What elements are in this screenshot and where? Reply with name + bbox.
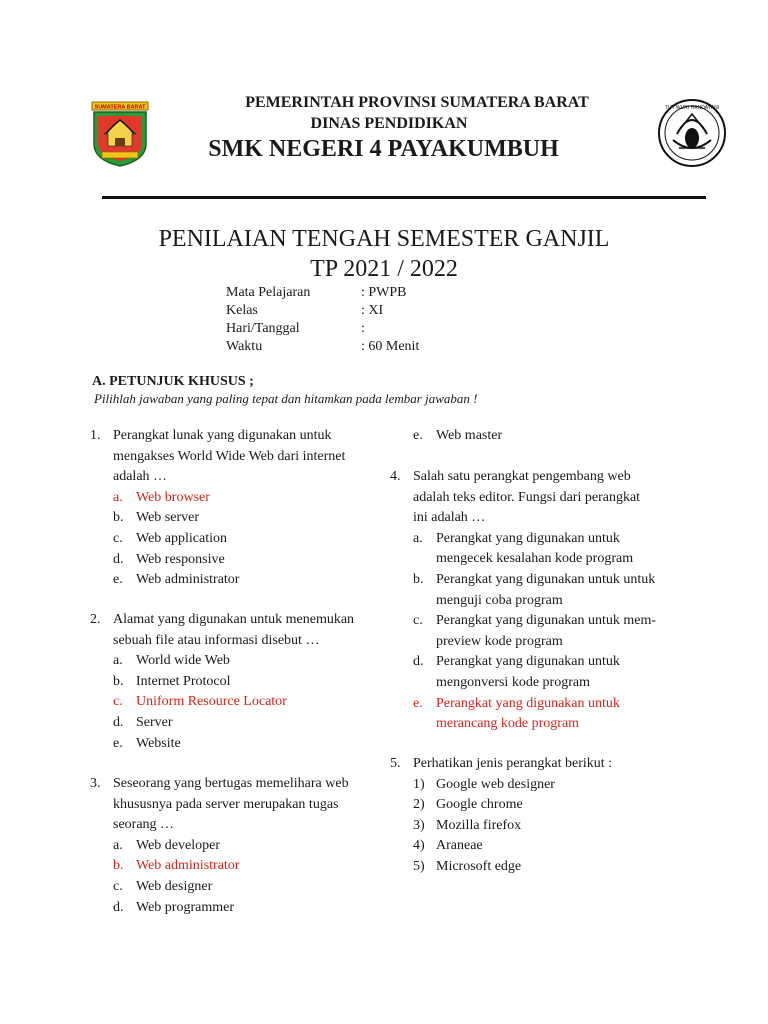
option-a[interactable]: a. Web developer [113,837,220,853]
list-item: 2) Google chrome [413,797,523,813]
question-number: 3. [90,776,101,791]
department-line: DINAS PENDIDIKAN [310,115,468,132]
info-value-date: : [361,321,365,336]
option-d[interactable]: d. Perangkat yang digunakan untuk mengonversi kode program [413,654,620,690]
question-text-line: adalah … [113,469,168,485]
option-c[interactable]: c. Uniform Resource Locator [113,694,287,710]
list-item: 4) Araneae [413,838,483,854]
section-instruction: Pilihlah jawaban yang paling tepat dan hitamkan pada lembar jawaban ! [94,391,478,406]
info-label-time: Waktu [226,339,263,354]
question-5 [390,754,710,878]
info-value-subject: : PWPB [361,285,407,300]
option-d[interactable]: d. Web responsive [113,551,225,567]
option-a[interactable]: a. Perangkat yang digunakan untuk mengecek kesalahan kode program [413,530,634,567]
question-3 [90,774,390,918]
list-item: 5) Microsoft edge [413,858,522,874]
question-text-line: mengakses World Wide Web dari internet [113,448,346,464]
option-e[interactable]: e. Website [113,735,181,751]
option-b[interactable]: b. Web administrator [113,858,240,874]
question-3-continued [413,426,713,447]
option-e[interactable]: e. Web administrator [113,572,240,588]
option-b[interactable]: b. Perangkat yang digunakan untuk untuk menguji coba program [413,571,656,608]
question-text-line: ini adalah … [413,510,486,526]
exam-year: TP 2021 / 2022 [310,256,458,282]
question-text-line: Alamat yang digunakan untuk menemukan [113,612,355,627]
section-heading: A. PETUNJUK KHUSUS ; [92,374,254,389]
question-1 [90,426,390,591]
info-value-time: : 60 Menit [361,339,420,354]
question-text-line: adalah teks editor. Fungsi dari perangkat [413,489,641,505]
option-c[interactable]: c. Web application [113,530,228,546]
question-text-line: sebuah file atau informasi disebut … [113,632,320,648]
option-c[interactable]: c. Perangkat yang digunakan untuk mem- preview kode program [413,613,657,649]
option-d[interactable]: d. Web programmer [113,899,234,915]
svg-text:SUMATERA BARAT: SUMATERA BARAT [94,104,146,111]
school-name: SMK NEGERI 4 PAYAKUMBUH [208,136,559,162]
option-d[interactable]: d. Server [113,714,173,730]
question-text-line: Salah satu perangkat pengembang web [413,469,631,484]
option-b[interactable]: b. Web server [113,510,200,526]
option-b[interactable]: b. Internet Protocol [113,673,231,689]
info-label-class: Kelas [226,303,258,318]
question-text-line: Perangkat lunak yang digunakan untuk [113,428,332,443]
question-2 [90,610,390,754]
info-label-subject: Mata Pelajaran [226,285,311,300]
svg-text:TUT WURI HANDAYANI: TUT WURI HANDAYANI [664,105,720,111]
question-text-line: seorang … [113,817,175,833]
list-item: 3) Mozilla firefox [413,817,522,833]
question-number: 4. [390,469,401,484]
question-text-line: khususnya pada server merupakan tugas [113,796,339,812]
government-line: PEMERINTAH PROVINSI SUMATERA BARAT [245,94,589,111]
header-divider [102,196,706,199]
question-number: 1. [90,428,101,443]
option-c[interactable]: c. Web designer [113,878,213,894]
info-label-date: Hari/Tanggal [226,321,300,336]
option-e[interactable]: e. Web master [413,428,503,443]
question-text-line: Seseorang yang bertugas memelihara web [113,776,349,791]
list-item: 1) Google web designer [413,776,555,792]
question-4 [390,467,710,735]
info-value-class: : XI [361,303,384,318]
option-a[interactable]: a. Web browser [113,489,210,505]
option-a[interactable]: a. World wide Web [113,653,230,669]
question-text-line: Perhatikan jenis perangkat berikut : [413,756,613,771]
exam-title: PENILAIAN TENGAH SEMESTER GANJIL [158,226,610,252]
question-number: 2. [90,612,101,627]
question-number: 5. [390,756,401,771]
option-e[interactable]: e. Perangkat yang digunakan untuk merancang kode program [413,695,620,732]
